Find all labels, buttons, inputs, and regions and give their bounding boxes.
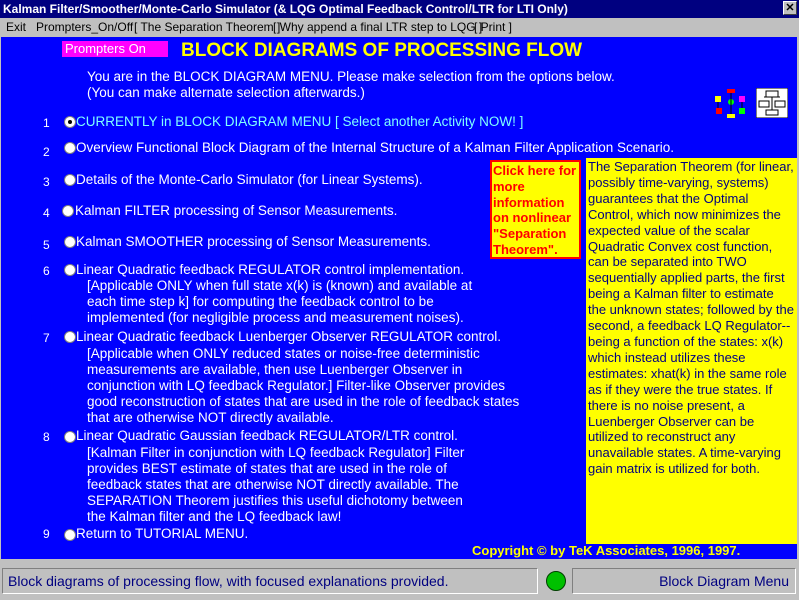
option-detail: implemented (for negligible process and measurement noises). — [87, 310, 464, 325]
option-label-3[interactable]: Details of the Monte-Carlo Simulator (for Linear Systems). — [76, 172, 423, 187]
option-detail: measurements are available, then use Luenberger Observer in — [87, 362, 463, 377]
menu-separation-theorem[interactable]: [ The Separation Theorem ] — [134, 20, 281, 34]
option-label-1[interactable]: CURRENTLY in BLOCK DIAGRAM MENU [ Select another Activity NOW! ] — [76, 114, 524, 129]
option-label-9[interactable]: Return to TUTORIAL MENU. — [76, 526, 249, 541]
option-detail: [Kalman Filter in conjunction with LQ feedback Regulator] Filter — [87, 445, 465, 460]
option-radio-1[interactable] — [64, 116, 76, 128]
menu-exit[interactable]: Exit — [6, 20, 27, 34]
option-detail: feedback states that are otherwise NOT directly available. The — [87, 477, 459, 492]
option-detail: good reconstruction of states that are used in the role of feedback states — [87, 394, 520, 409]
page-title: BLOCK DIAGRAMS OF PROCESSING FLOW — [181, 40, 583, 61]
option-radio-8[interactable] — [64, 431, 76, 443]
flowchart-icon — [711, 88, 751, 122]
option-detail: the Kalman filter and the LQ feedback law! — [87, 509, 342, 524]
separation-theorem-panel: The Separation Theorem (for linear, possibly time-varying, systems) guarantees that the Optimal Control, which now minimizes the expected value of the scalar Quadratic Convex cost function, can be separated into TWO sequentially applied parts, the first being a Kalman filter to estimate the unknown states; followed by the second, a feedback LQ Regulator--being a function of the states: x(k) which instead utilizes these estimates: xhat(k) in the same role as if they were the true states. If there is no noise present, a Luenberger Observer can be utilized to reconstruct any unavailable states. A time-varying gain matrix is utilized for both. — [586, 158, 797, 544]
option-number: 2 — [43, 145, 50, 159]
option-detail: that are otherwise NOT directly available. — [87, 410, 334, 425]
option-number: 5 — [43, 238, 50, 252]
intro-line-1: You are in the BLOCK DIAGRAM MENU. Please make selection from the options below. — [87, 69, 615, 84]
option-number: 7 — [43, 331, 50, 345]
menu-print[interactable]: [ Print ] — [474, 20, 513, 34]
option-radio-9[interactable] — [64, 529, 76, 541]
option-label-6[interactable]: Linear Quadratic feedback REGULATOR control implementation. — [76, 262, 465, 277]
status-location: Block Diagram Menu — [572, 568, 796, 594]
option-label-8[interactable]: Linear Quadratic Gaussian feedback REGULATOR/LTR control. — [76, 428, 458, 443]
option-label-5[interactable]: Kalman SMOOTHER processing of Sensor Measurements. — [76, 234, 431, 249]
menu-bar — [0, 18, 799, 37]
intro-line-2: (You can make alternate selection afterwards.) — [87, 85, 365, 100]
option-radio-6[interactable] — [64, 264, 76, 276]
status-message: Block diagrams of processing flow, with focused explanations provided. — [2, 568, 538, 594]
menu-why-ltr[interactable]: [ Why append a final LTR step to LQG ] — [273, 20, 483, 34]
option-number: 4 — [43, 206, 50, 220]
option-number: 6 — [43, 264, 50, 278]
option-detail: conjunction with LQ feedback Regulator.] Filter-like Observer provides — [87, 378, 505, 393]
copyright-text: Copyright © by TeK Associates, 1996, 1997. — [472, 543, 741, 558]
option-radio-4[interactable] — [62, 205, 74, 217]
option-radio-5[interactable] — [64, 236, 76, 248]
menu-prompters[interactable]: Prompters_On/Off — [36, 20, 134, 34]
window-titlebar — [0, 0, 799, 18]
option-detail: [Applicable ONLY when full state x(k) is (known) and available at — [87, 278, 473, 293]
option-detail: provides BEST estimate of states that are used in the role of — [87, 461, 447, 476]
option-detail: [Applicable when ONLY reduced states or noise-free deterministic — [87, 346, 480, 361]
close-button[interactable]: ✕ — [783, 1, 797, 15]
window-title: Kalman Filter/Smoother/Monte-Carlo Simulator (& LQG Optimal Feedback Control/LTR for LTI Only) — [3, 2, 568, 16]
option-label-2[interactable]: Overview Functional Block Diagram of the Internal Structure of a Kalman Filter Application Scenario. — [76, 140, 675, 155]
option-detail: each time step k] for computing the feedback control to be — [87, 294, 434, 309]
option-number: 3 — [43, 175, 50, 189]
option-label-4[interactable]: Kalman FILTER processing of Sensor Measurements. — [75, 203, 398, 218]
option-number: 1 — [43, 116, 50, 130]
prompters-on-badge[interactable]: Prompters On — [62, 41, 168, 57]
option-label-7[interactable]: Linear Quadratic feedback Luenberger Observer REGULATOR control. — [76, 329, 501, 344]
separation-info-link[interactable]: Click here for more information on nonlinear "Separation Theorem". — [490, 160, 581, 259]
option-detail: SEPARATION Theorem justifies this useful dichotomy between — [87, 493, 463, 508]
option-radio-7[interactable] — [64, 331, 76, 343]
option-radio-2[interactable] — [64, 142, 76, 154]
option-radio-3[interactable] — [64, 174, 76, 186]
option-number: 8 — [43, 430, 50, 444]
block-diagram-icon — [756, 88, 788, 118]
option-number: 9 — [43, 527, 50, 541]
status-led-icon — [546, 571, 566, 591]
